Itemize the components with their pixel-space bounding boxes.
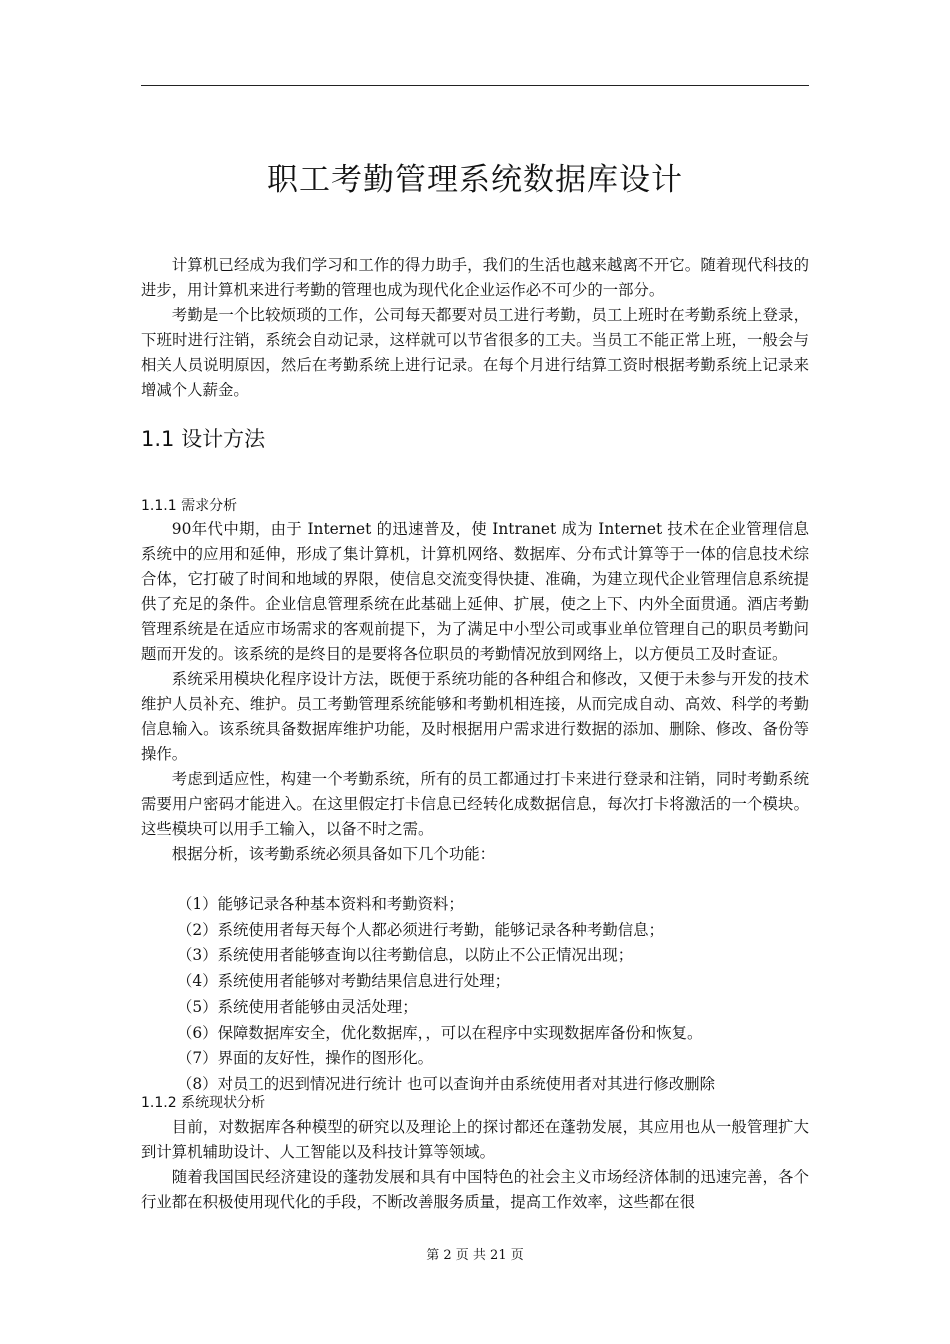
requirements-paragraph-4: 根据分析，该考勤系统必须具备如下几个功能： <box>171 845 496 863</box>
function-item-6: （6）保障数据库安全，优化数据库，，可以在程序中实现数据库备份和恢复。 <box>177 1023 703 1042</box>
function-item-5: （5）系统使用者能够由灵活处理； <box>177 997 418 1016</box>
status-paragraph-2: 随着我国国民经济建设的蓬勃发展和具有中国特色的社会主义市场经济体制的迅速完善，各个行业都在积极使用现代化的手段，不断改善服务质量，提高工作效率，这些都在很 <box>141 1168 809 1211</box>
section-heading-1-1-1: 1.1.1 需求分析 <box>141 498 238 514</box>
function-list <box>141 892 809 1098</box>
function-item-3: （3）系统使用者能够查询以往考勤信息，以防止不公正情况出现； <box>177 946 634 965</box>
requirements-paragraph-2: 系统采用模块化程序设计方法，既便于系统功能的各种组合和修改，又便于未参与开发的技术维护人员补充、维护。员工考勤管理系统能够和考勤机相连接，从而完成自动、高效、科学的考勤信息输入。该系统具备数据库维护功能，及时根据用户需求进行数据的添加、删除、修改、备份等操作。 <box>141 670 809 763</box>
requirements-section <box>141 517 809 867</box>
requirements-paragraph-3: 考虑到适应性，构建一个考勤系统，所有的员工都通过打卡来进行登录和注销，同时考勤系统需要用户密码才能进入。在这里假定打卡信息已经转化成数据信息，每次打卡将激活的一个模块。这些模块可以用手工输入，以备不时之需。 <box>141 770 809 838</box>
intro-section <box>141 253 809 403</box>
section-heading-1-1: 1.1 设计方法 <box>141 427 266 451</box>
status-paragraph-1: 目前，对数据库各种模型的研究以及理论上的探讨都还在蓬勃发展，其应用也从一般管理扩大到计算机辅助设计、人工智能以及科技计算等领域。 <box>141 1118 809 1161</box>
function-item-8: （8）对员工的迟到情况进行统计 也可以查询并由系统使用者对其进行修改删除 <box>177 1074 715 1093</box>
function-item-1: （1）能够记录各种基本资料和考勤资料； <box>177 895 464 913</box>
function-item-7: （7）界面的友好性，操作的图形化。 <box>177 1049 434 1068</box>
function-item-4: （4）系统使用者能够对考勤结果信息进行处理； <box>177 972 510 991</box>
intro-paragraph-1: 计算机已经成为我们学习和工作的得力助手，我们的生活也越来越离不开它。随着现代科技的进步，用计算机来进行考勤的管理也成为现代化企业运作必不可少的一部分。 <box>141 256 809 299</box>
status-section <box>141 1115 809 1215</box>
intro-paragraph-2: 考勤是一个比较烦琐的工作，公司每天都要对员工进行考勤，员工上班时在考勤系统上登录，下班时进行注销，系统会自动记录，这样就可以节省很多的工夫。当员工不能正常上班，一般会与相关人员说明原因，然后在考勤系统上进行记录。在每个月进行结算工资时根据考勤系统上记录来增减个人薪金。 <box>141 306 809 399</box>
header-rule <box>141 85 809 86</box>
requirements-paragraph-1: 90年代中期，由于 Internet 的迅速普及，使 Intranet 成为 Internet 技术在企业管理信息系统中的应用和延伸，形成了集计算机，计算机网络、数据库、分布式计算等于一体的信息技术综合体，它打破了时间和地域的界限，使信息交流变得快捷、准确，为建立现代企业管理信息系统提供了充足的条件。企业信息管理系统在此基础上延伸、扩展，使之上下、内外全面贯通。酒店考勤管理系统是在适应市场需求的客观前提下，为了满足中小型公司或事业单位管理自己的职员考勤问题而开发的。该系统的是终目的是要将各位职员的考勤情况放到网络上，以方便员工及时查证。 <box>141 520 809 663</box>
document-title: 职工考勤管理系统数据库设计 <box>267 162 683 198</box>
section-heading-1-1-2: 1.1.2 系统现状分析 <box>141 1095 266 1111</box>
function-item-2: （2）系统使用者每天每个人都必须进行考勤，能够记录各种考勤信息； <box>177 920 664 939</box>
page-footer: 第 2 页 共 21 页 <box>426 1248 524 1263</box>
